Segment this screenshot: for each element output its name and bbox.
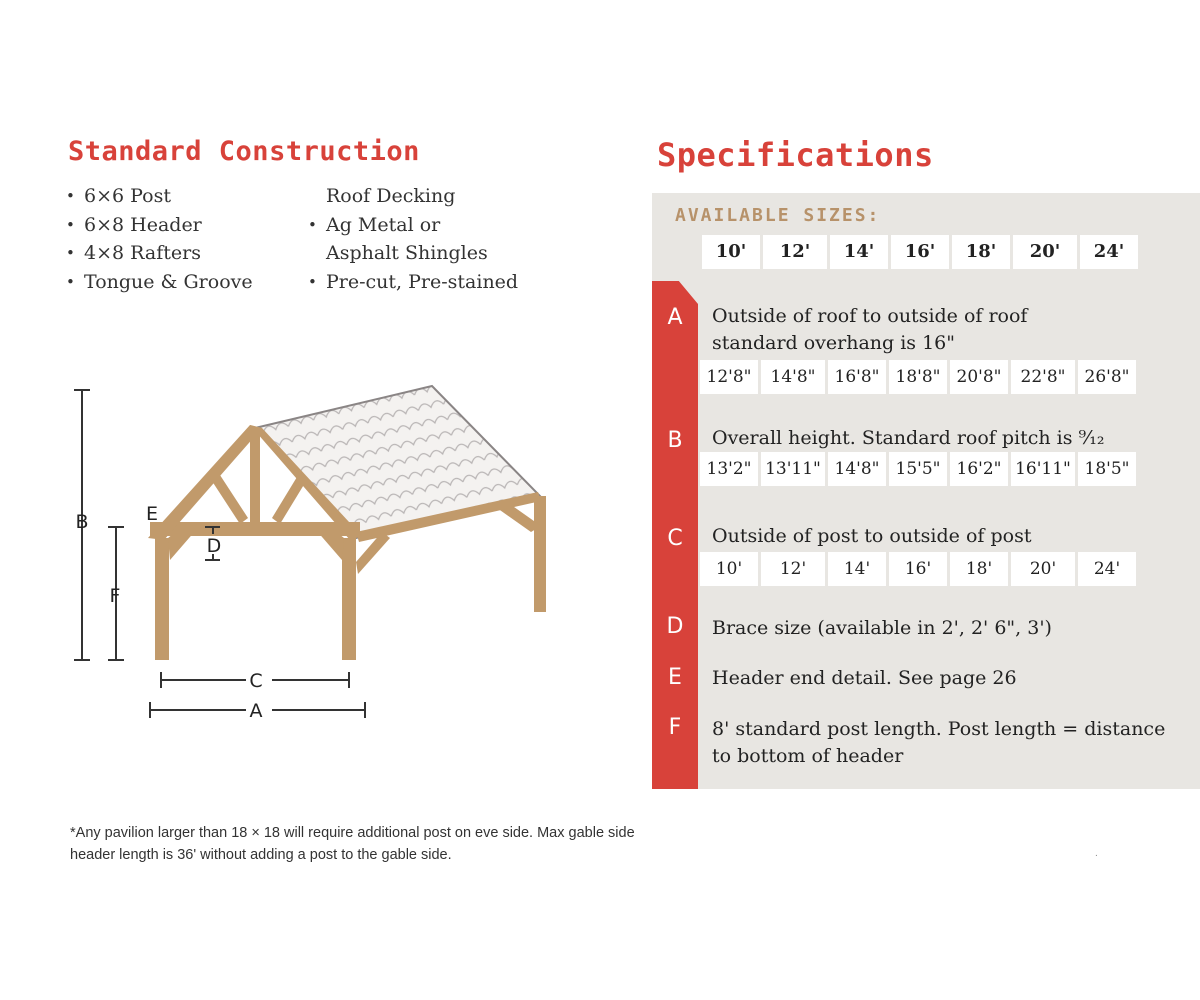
size-cell: 12'	[763, 235, 827, 269]
pavilion-diagram	[60, 370, 560, 730]
size-cell: 14'	[830, 235, 888, 269]
value-cell: 16'11"	[1011, 452, 1075, 486]
spec-a-values	[700, 360, 1136, 394]
size-cell: 16'	[891, 235, 949, 269]
dimension-label-f: F	[109, 585, 121, 607]
construction-item: • Tongue & Groove	[66, 268, 253, 297]
construction-list-col2	[308, 182, 518, 296]
spec-letter-c: C	[667, 526, 683, 551]
dimension-label-c: C	[249, 670, 263, 692]
value-cell: 13'11"	[761, 452, 825, 486]
footnote: *Any pavilion larger than 18 × 18 will require additional post on eve side. Max gable side header length is 36' without adding a post to the gable side.	[70, 825, 635, 863]
spec-b-values	[700, 452, 1136, 486]
value-cell: 22'8"	[1011, 360, 1075, 394]
dimension-label-e: E	[145, 503, 159, 525]
dimension-label-a: A	[249, 700, 263, 722]
spec-letter-b: B	[667, 428, 683, 453]
size-cell: 24'	[1080, 235, 1138, 269]
value-cell: 14'	[828, 552, 886, 586]
value-cell: 15'5"	[889, 452, 947, 486]
strip-corner-notch	[652, 280, 698, 304]
spec-d-line1: Brace size (available in 2', 2' 6", 3')	[712, 617, 1052, 639]
value-cell: 16'	[889, 552, 947, 586]
roof-shingles	[255, 386, 540, 538]
construction-list-col1	[66, 182, 253, 296]
spec-b-line1: Overall height. Standard roof pitch is ⁹⁄₁₂	[712, 427, 1105, 449]
spec-c-values	[700, 552, 1136, 586]
value-cell: 12'8"	[700, 360, 758, 394]
construction-item-continuation: Asphalt Shingles	[326, 242, 488, 264]
spec-f-line1: 8' standard post length. Post length = distance	[712, 718, 1166, 740]
size-cell: 10'	[702, 235, 760, 269]
spec-letter-e: E	[668, 665, 682, 690]
specifications-title: Specifications	[657, 136, 934, 174]
value-cell: 26'8"	[1078, 360, 1136, 394]
value-cell: 24'	[1078, 552, 1136, 586]
specifications-panel	[652, 193, 1200, 789]
value-cell: 20'	[1011, 552, 1075, 586]
sizes-row	[702, 235, 1138, 269]
construction-item: • Pre-cut, Pre-stained	[308, 268, 518, 297]
spec-a-line1: Outside of roof to outside of roof	[712, 305, 1028, 327]
size-cell: 20'	[1013, 235, 1077, 269]
construction-item: • 4×8 Rafters	[66, 239, 253, 268]
available-sizes-label: AVAILABLE SIZES:	[675, 205, 881, 226]
value-cell: 16'2"	[950, 452, 1008, 486]
construction-item: • 6×8 Header	[66, 211, 253, 240]
value-cell: 18'	[950, 552, 1008, 586]
spec-f-line2: to bottom of header	[712, 745, 904, 767]
construction-item-continuation: Roof Decking	[326, 185, 456, 207]
dimension-label-b: B	[75, 511, 89, 533]
spec-a-line2: standard overhang is 16"	[712, 332, 956, 354]
spec-letter-a: A	[667, 305, 683, 330]
value-cell: 14'8"	[761, 360, 825, 394]
size-cell: 18'	[952, 235, 1010, 269]
value-cell: 13'2"	[700, 452, 758, 486]
construction-item: • Ag Metal or	[308, 211, 518, 240]
construction-item: • 6×6 Post	[66, 182, 253, 211]
spec-letter-strip	[652, 281, 698, 789]
spec-letter-f: F	[668, 715, 682, 740]
spec-c-line1: Outside of post to outside of post	[712, 525, 1032, 547]
standard-construction-title: Standard Construction	[68, 136, 420, 167]
value-cell: 16'8"	[828, 360, 886, 394]
value-cell: 14'8"	[828, 452, 886, 486]
value-cell: 20'8"	[950, 360, 1008, 394]
value-cell: 18'5"	[1078, 452, 1136, 486]
value-cell: 12'	[761, 552, 825, 586]
value-cell: 10'	[700, 552, 758, 586]
spec-letter-d: D	[666, 614, 684, 639]
spec-e-line1: Header end detail. See page 26	[712, 667, 1017, 689]
dimension-label-d: D	[206, 535, 222, 557]
value-cell: 18'8"	[889, 360, 947, 394]
stray-dot: .	[1095, 848, 1098, 859]
